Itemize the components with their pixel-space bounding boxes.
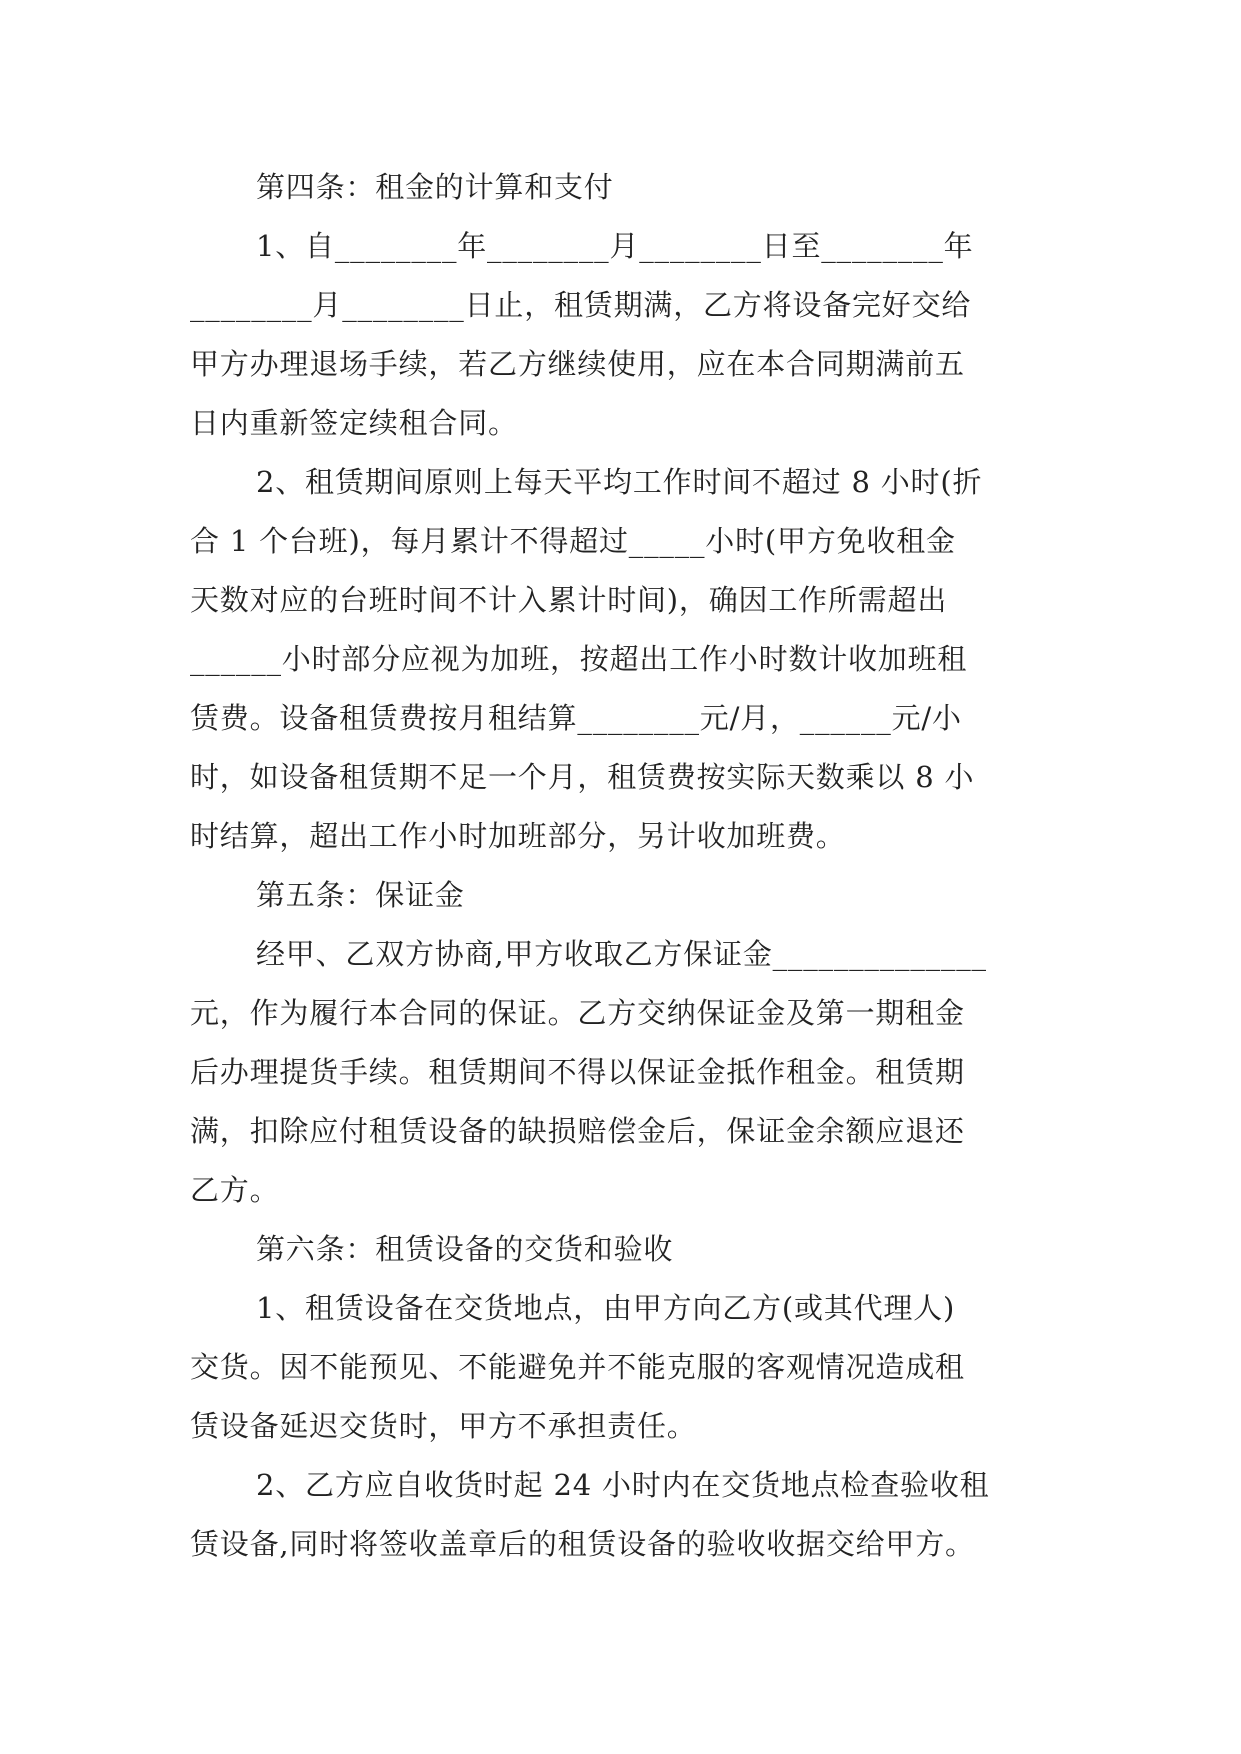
article-4-clause-1-line-2: ________月________日止，租赁期满，乙方将设备完好交给	[190, 288, 972, 322]
article-4-heading: 第四条：租金的计算和支付	[256, 170, 614, 204]
article-6-heading: 第六条：租赁设备的交货和验收	[256, 1232, 674, 1266]
article-6-clause-1-line-1: 1、租赁设备在交货地点，由甲方向乙方(或其代理人)	[256, 1291, 956, 1325]
article-6-clause-2-line-2: 赁设备,同时将签收盖章后的租赁设备的验收收据交给甲方。	[190, 1527, 975, 1561]
article-4-clause-2-line-1: 2、租赁期间原则上每天平均工作时间不超过 8 小时(折	[256, 465, 983, 499]
document-page	[190, 158, 1052, 1574]
article-4-clause-2-line-6: 时，如设备租赁期不足一个月，租赁费按实际天数乘以 8 小	[190, 760, 975, 794]
article-5-body-line-3: 后办理提货手续。租赁期间不得以保证金抵作租金。租赁期	[190, 1055, 965, 1089]
article-4-clause-1-line-4: 日内重新签定续租合同。	[190, 406, 518, 440]
article-4-clause-1-line-3: 甲方办理退场手续，若乙方继续使用，应在本合同期满前五	[190, 347, 965, 381]
article-5-body-line-4: 满，扣除应付租赁设备的缺损赔偿金后，保证金余额应退还	[190, 1114, 965, 1148]
article-4-clause-2-line-3: 天数对应的台班时间不计入累计时间)，确因工作所需超出	[190, 583, 948, 617]
article-4-clause-2-line-2: 合 1 个台班)，每月累计不得超过_____小时(甲方免收租金	[190, 524, 956, 558]
article-5-body-line-2: 元，作为履行本合同的保证。乙方交纳保证金及第一期租金	[190, 996, 965, 1030]
article-6-clause-2-line-1: 2、乙方应自收货时起 24 小时内在交货地点检查验收租	[256, 1468, 990, 1502]
article-4-clause-2-line-7: 时结算，超出工作小时加班部分，另计收加班费。	[190, 819, 846, 853]
article-4-clause-2-line-4: ______小时部分应视为加班，按超出工作小时数计收加班租	[190, 642, 968, 676]
article-5-body-line-1: 经甲、乙双方协商,甲方收取乙方保证金______________	[256, 937, 987, 971]
article-5-heading: 第五条：保证金	[256, 878, 465, 912]
article-6-clause-1-line-2: 交货。因不能预见、不能避免并不能克服的客观情况造成租	[190, 1350, 965, 1384]
article-4-clause-2-line-5: 赁费。设备租赁费按月租结算________元/月，______元/小	[190, 701, 962, 735]
article-5-body-line-5: 乙方。	[190, 1173, 280, 1207]
article-6-clause-1-line-3: 赁设备延迟交货时，甲方不承担责任。	[190, 1409, 697, 1443]
article-4-clause-1-line-1: 1、自________年________月________日至________年	[256, 229, 974, 263]
